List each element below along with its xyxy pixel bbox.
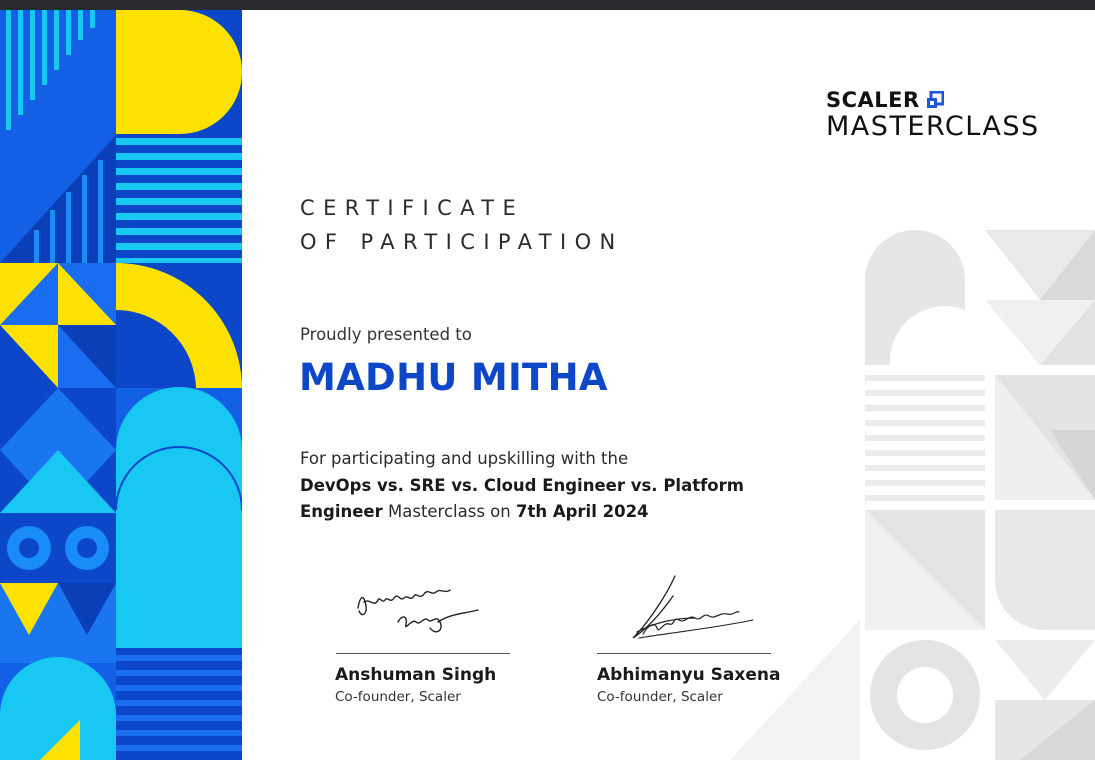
desc-intro: For participating and upskilling with the [300, 449, 629, 468]
certificate-title-line1: CERTIFICATE [300, 196, 525, 220]
logo-scaler-text: SCALER [826, 88, 920, 112]
certificate-description [300, 446, 800, 526]
scaler-logo-icon [926, 91, 944, 109]
signatory-1-name: Anshuman Singh [335, 665, 497, 685]
signatory-1-role: Co-founder, Scaler [335, 689, 461, 705]
recipient-name: MADHU MITHA [299, 356, 608, 399]
bottom-decorative-wedge [730, 620, 860, 760]
event-date: 7th April 2024 [515, 502, 649, 521]
left-decorative-pattern [0, 10, 242, 760]
presented-to-text: Proudly presented to [300, 325, 472, 344]
course-name-part2: Engineer [300, 502, 383, 521]
certificate [0, 10, 1095, 760]
course-name-part1: DevOps vs. SRE vs. Cloud Engineer vs. Platform [300, 475, 744, 495]
signature-anshuman-singh [350, 578, 490, 643]
window-top-bar [0, 0, 1095, 10]
certificate-title-line2: OF PARTICIPATION [300, 230, 624, 254]
signatory-2-name: Abhimanyu Saxena [597, 665, 781, 685]
right-decorative-pattern [850, 230, 1095, 760]
logo-masterclass-text: MASTERCLASS [826, 111, 1040, 142]
signature-line-1 [336, 653, 510, 654]
scaler-masterclass-logo [826, 88, 1040, 142]
signatory-2-role: Co-founder, Scaler [597, 689, 723, 705]
desc-mid: Masterclass on [382, 502, 516, 521]
